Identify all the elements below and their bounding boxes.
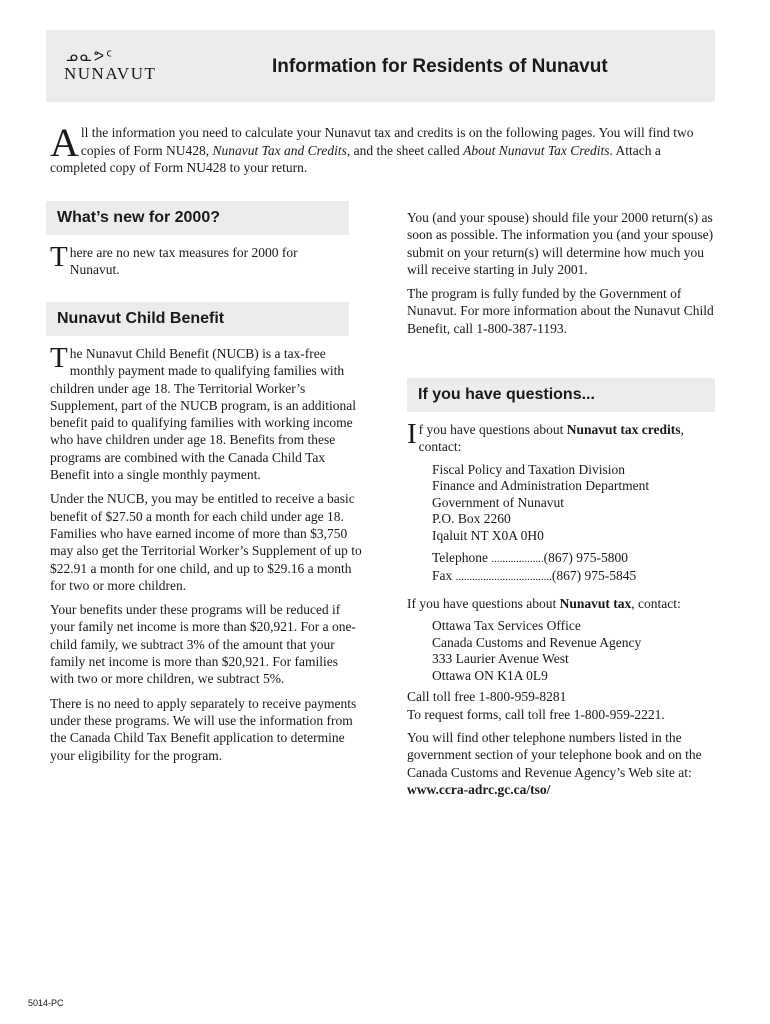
telephone-leader: ................... xyxy=(491,553,544,566)
intro-form-name: Nunavut Tax and Credits xyxy=(212,142,347,158)
address-line: 333 Laurier Avenue West xyxy=(432,651,569,667)
child-benefit-p2: Under the NUCB, you may be entitled to receive a basic benefit of $27.50 a month for each child under age 18. Families who have earned income of more than $3,750 may also get the Territorial Worker’s Supplement of up to $22.91 a month for one child, and up to $29.16 a month for two or more children. xyxy=(50,491,362,593)
questions-q1-end: , contact: xyxy=(418,422,684,455)
whats-new-dropcap: T xyxy=(50,241,68,273)
toll-free-line: Call toll free 1-800-959-8281 xyxy=(407,689,567,705)
address-line: Fiscal Policy and Taxation Division xyxy=(432,461,626,477)
intro-text: . Attach a completed copy of Form NU428 to your return. xyxy=(50,142,661,175)
address-line: Ottawa Tax Services Office xyxy=(432,618,581,634)
questions-q2-bold: Nunavut tax xyxy=(559,596,632,612)
intro-paragraph xyxy=(50,120,710,177)
questions-q2-end: , contact: xyxy=(631,596,681,612)
questions-q2-text: If you have questions about xyxy=(407,596,560,612)
telephone-number: (867) 975-5800 xyxy=(543,550,629,566)
questions-q1-text: f you have questions about xyxy=(418,422,567,437)
page-title: Information for Residents of Nunavut xyxy=(272,56,608,77)
child-benefit-p4: There is no need to apply separately to receive payments under these programs. We will use the information from the Canada Child Tax Benefit application to determine your eligibility for the program. xyxy=(50,695,357,763)
nunavut-logo xyxy=(64,50,158,86)
fax-line xyxy=(432,568,719,586)
child-benefit-p6: The program is fully funded by the Government of Nunavut. For more information about the Nunavut Child Benefit, call 1-800-387-1193. xyxy=(407,286,714,336)
forms-line: To request forms, call toll free 1-800-959-2221. xyxy=(407,706,665,722)
child-benefit-p5: You (and your spouse) should file your 2000 return(s) as soon as possible. The information you (and your spouse) submit on your return(s) will determine how much you will receive starting in July 2001. xyxy=(407,210,714,277)
address-fiscal-policy xyxy=(432,462,719,586)
telephone-label: Telephone xyxy=(432,550,489,566)
header-band xyxy=(46,30,715,102)
whats-new-text: here are no new tax measures for 2000 for Nunavut. xyxy=(69,245,298,278)
fax-number: (867) 975-5845 xyxy=(551,567,637,583)
address-line: Government of Nunavut xyxy=(432,494,564,510)
questions-section xyxy=(407,418,719,805)
fax-label: Fax xyxy=(432,567,453,583)
child-benefit-dropcap: T xyxy=(50,342,68,374)
address-line: Iqaluit NT X0A 0H0 xyxy=(432,527,544,543)
form-code: 5014-PC xyxy=(28,998,64,1008)
child-benefit-heading: Nunavut Child Benefit xyxy=(46,302,349,336)
whats-new-heading: What’s new for 2000? xyxy=(46,201,349,235)
telephone-line xyxy=(432,550,719,568)
child-benefit-p1: he Nunavut Child Benefit (NUCB) is a tax-free monthly payment made to qualifying families with children under age 18. The Territorial Worker’s Supplement, part of the NUCB program, is an additional benefit paid to qualifying families with working income who have children under age 18. Benefits from these programs are combined with the Canada Child Tax Benefit into a single monthly payment. xyxy=(50,346,356,483)
intro-text: , and the sheet called xyxy=(346,142,464,158)
intro-sheet-name: About Nunavut Tax Credits xyxy=(463,142,610,158)
intro-text: ll the information you need to calculate your Nunavut tax and credits is on the following pages. You will find two copies of Form NU428, xyxy=(80,125,694,158)
questions-q1-bold: Nunavut tax credits xyxy=(566,422,681,437)
address-line: P.O. Box 2260 xyxy=(432,511,511,527)
child-benefit-section xyxy=(50,342,362,771)
address-line: Canada Customs and Revenue Agency xyxy=(432,634,642,650)
address-line: Ottawa ON K1A 0L9 xyxy=(432,667,548,683)
other-numbers-text: You will find other telephone numbers listed in the government section of your telephone book and on the Canada Customs and Revenue Agency’s Web site at: xyxy=(407,729,702,780)
child-benefit-p3: Your benefits under these programs will be reduced if your family net income is more than $20,921. For a one-child family, we subtract 3% of the amount that your family net income is more than $20,921. For families with two or more children, we subtract 5%. xyxy=(50,602,356,687)
website-link[interactable]: www.ccra-adrc.gc.ca/tso/ xyxy=(407,781,551,797)
fax-leader: ................................... xyxy=(455,570,552,583)
intro-dropcap: A xyxy=(50,120,79,165)
logo-word: NUNAVUT xyxy=(64,64,157,83)
child-benefit-continued xyxy=(407,209,719,344)
address-line: Finance and Administration Department xyxy=(432,478,650,494)
whats-new-section xyxy=(50,241,350,286)
address-ottawa-office xyxy=(432,618,719,684)
logo-syllabics: ᓄᓇᕗᑦ xyxy=(66,49,115,65)
questions-dropcap: I xyxy=(407,418,417,450)
questions-heading: If you have questions... xyxy=(407,378,715,412)
